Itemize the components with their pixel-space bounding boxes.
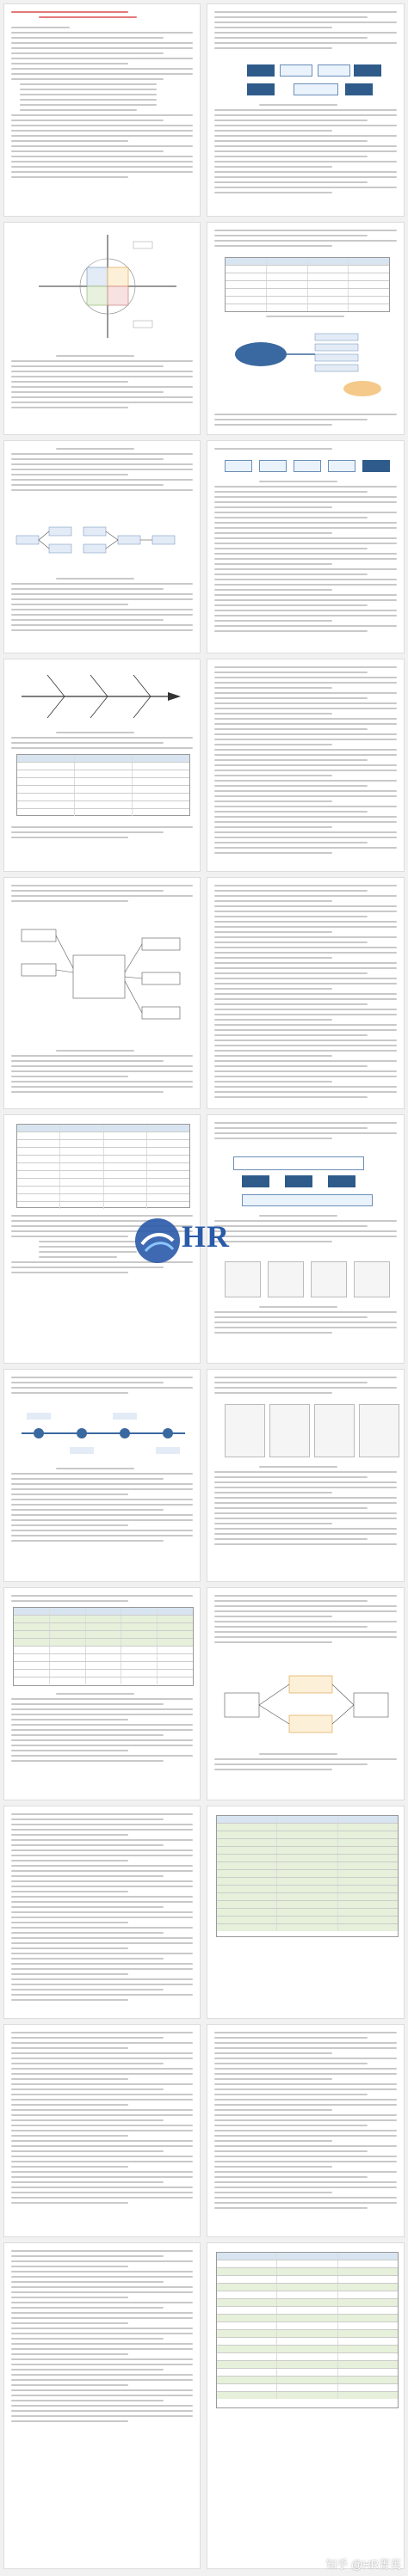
timeline-diagram [4, 1408, 201, 1459]
process-flow [4, 921, 201, 1041]
footer-watermark: 知乎 @HR菁英 [325, 2558, 401, 2571]
data-table [225, 257, 390, 312]
page-1 [3, 3, 201, 217]
page-14 [207, 1369, 405, 1582]
page-9 [3, 877, 201, 1109]
page-18 [207, 1806, 405, 2019]
page-17 [3, 1806, 201, 2019]
page-8 [207, 659, 405, 872]
page-13 [3, 1369, 201, 1582]
page-5 [3, 440, 201, 653]
page-2 [207, 3, 405, 217]
brand-logo-text: HR [182, 1219, 230, 1254]
data-table-6 [216, 2252, 399, 2408]
page-3 [3, 222, 201, 435]
data-table-5 [216, 1815, 399, 1937]
page-22 [207, 2242, 405, 2569]
quadrant-diagram [4, 226, 201, 347]
page-16 [207, 1587, 405, 1800]
data-table-2 [16, 754, 190, 816]
page-21 [3, 2242, 201, 2569]
page-7 [3, 659, 201, 872]
data-table-4 [13, 1607, 194, 1686]
page-19 [3, 2024, 201, 2237]
brand-watermark [133, 1208, 280, 1277]
page-4 [207, 222, 405, 435]
cycle-diagram [207, 1667, 405, 1745]
flow-diagram [207, 322, 405, 408]
process-diagram [4, 518, 201, 570]
page-6 [207, 440, 405, 653]
fishbone-diagram [4, 666, 201, 727]
data-table-3 [16, 1124, 190, 1208]
page-20 [207, 2024, 405, 2237]
brand-logo-icon [133, 1215, 182, 1267]
page-15 [3, 1587, 201, 1800]
page-10 [207, 877, 405, 1109]
